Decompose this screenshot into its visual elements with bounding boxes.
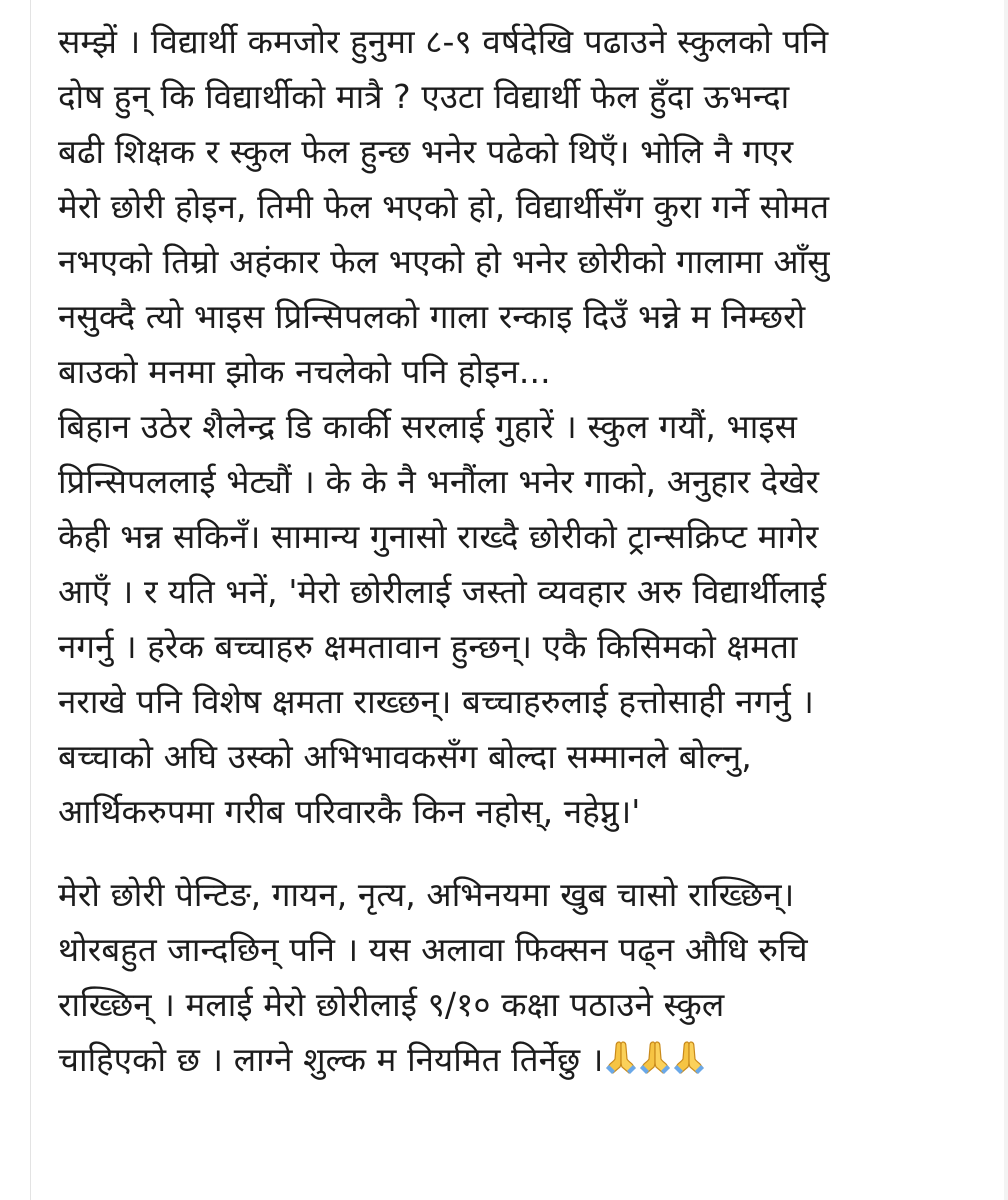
paragraph xyxy=(58,867,988,1087)
text-line: नसुक्दै त्यो भाइस प्रिन्सिपलको गाला रन्काइ दिउँ भन्ने म निम्छरो xyxy=(58,297,806,336)
text-line: बच्चाको अघि उस्को अभिभावकसँग बोल्दा सम्मानले बोल्नु, xyxy=(58,737,752,776)
text-line xyxy=(58,1032,988,1087)
folded-hands-icon xyxy=(672,1039,706,1075)
text-line: केही भन्न सकिनँ। सामान्य गुनासो राख्दै छोरीको ट्रान्सक्रिप्ट मागेर xyxy=(58,517,819,556)
folded-hands-icon xyxy=(638,1039,672,1075)
text-line: नभएको तिम्रो अहंकार फेल भएको हो भनेर छोरीको गालामा आँसु xyxy=(58,242,830,281)
text-line: आएँ । र यति भनें, 'मेरो छोरीलाई जस्तो व्यवहार अरु विद्यार्थीलाई xyxy=(58,572,827,611)
paragraph xyxy=(58,399,988,839)
text-line: नराखे पनि विशेष क्षमता राख्छन्। बच्चाहरुलाई हत्तोसाही नगर्नु । xyxy=(58,682,815,721)
text-line: दोष हुन् कि विद्यार्थीको मात्रै ? एउटा विद्यार्थी फेल हुँदा ऊभन्दा xyxy=(58,77,790,116)
text-line: बिहान उठेर शैलेन्द्र डि कार्की सरलाई गुहारें । स्कुल गयौं, भाइस xyxy=(58,407,798,446)
post-body xyxy=(58,14,988,1087)
text-line: बाउको मनमा झोक नचलेको पनि होइन... xyxy=(58,352,551,391)
text-line: थोरबहुत जान्दछिन् पनि । यस अलावा फिक्सन पढ्न औधि रुचि xyxy=(58,930,808,969)
paragraph xyxy=(58,14,988,399)
folded-hands-icon xyxy=(604,1039,638,1075)
text-line: राख्छिन् । मलाई मेरो छोरीलाई ९/१० कक्षा पठाउने स्कुल xyxy=(58,985,725,1024)
post-left-border xyxy=(30,0,31,1200)
paragraph-spacer xyxy=(58,839,988,867)
last-line-text: चाहिएको छ । लाग्ने शुल्क म नियमित तिर्नेछु । xyxy=(58,1040,604,1079)
text-line: सम्झें । विद्यार्थी कमजोर हुनुमा ८-९ वर्षदेखि पढाउने स्कुलको पनि xyxy=(58,22,829,61)
text-line: मेरो छोरी होइन, तिमी फेल भएको हो, विद्यार्थीसँग कुरा गर्ने सोमत xyxy=(58,187,830,226)
text-line: आर्थिकरुपमा गरीब परिवारकै किन नहोस्, नहेप्नु।' xyxy=(58,792,641,831)
text-line: बढी शिक्षक र स्कुल फेल हुन्छ भनेर पढेको थिएँ। भोलि नै गएर xyxy=(58,132,794,171)
text-line: मेरो छोरी पेन्टिङ, गायन, नृत्य, अभिनयमा खुब चासो राख्छिन्। xyxy=(58,875,795,914)
scrollbar-track[interactable] xyxy=(1004,0,1008,1200)
text-line: प्रिन्सिपललाई भेट्यौं । के के नै भनौंला भनेर गाको, अनुहार देखेर xyxy=(58,462,820,501)
text-line: नगर्नु । हरेक बच्चाहरु क्षमतावान हुन्छन्। एकै किसिमको क्षमता xyxy=(58,627,798,666)
